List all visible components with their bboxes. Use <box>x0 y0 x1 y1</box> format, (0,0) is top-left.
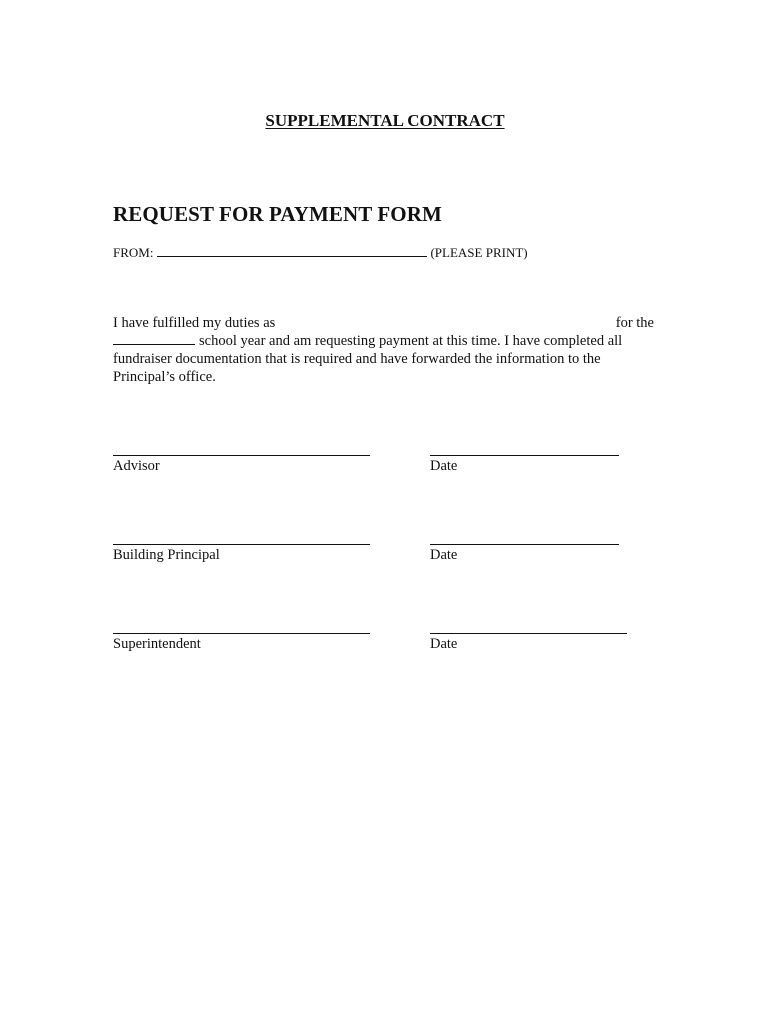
from-note: (PLEASE PRINT) <box>430 245 528 260</box>
principal-date-label: Date <box>430 547 458 563</box>
statement-line-1-right: for the <box>615 315 654 331</box>
school-year-blank-line[interactable] <box>113 332 195 345</box>
advisor-signature-line[interactable] <box>113 455 370 456</box>
advisor-date-label: Date <box>430 458 458 474</box>
statement-line-1 <box>113 314 658 332</box>
statement-paragraph <box>113 314 658 387</box>
statement-line-1-left: I have fulfilled my duties as <box>113 315 276 331</box>
superintendent-signature-line[interactable] <box>113 633 370 634</box>
principal-date-line[interactable] <box>430 544 619 545</box>
statement-line-2 <box>113 332 658 350</box>
statement-line-4: Principal’s office. <box>113 369 216 386</box>
superintendent-date-line[interactable] <box>430 633 627 634</box>
from-field-row <box>113 245 528 261</box>
advisor-label: Advisor <box>113 458 160 474</box>
statement-line-2-text: school year and am requesting payment at this time. I have completed all <box>199 333 623 349</box>
form-heading: REQUEST FOR PAYMENT FORM <box>113 202 442 226</box>
superintendent-date-label: Date <box>430 636 458 652</box>
from-label: FROM: <box>113 245 154 260</box>
statement-line-3: fundraiser documentation that is required and have forwarded the information to the <box>113 351 601 368</box>
principal-label: Building Principal <box>113 547 220 563</box>
advisor-date-line[interactable] <box>430 455 619 456</box>
document-title <box>0 111 770 131</box>
principal-signature-line[interactable] <box>113 544 370 545</box>
from-blank-line[interactable] <box>157 245 427 257</box>
document-title-text: SUPPLEMENTAL CONTRACT <box>265 111 505 130</box>
superintendent-label: Superintendent <box>113 636 201 652</box>
